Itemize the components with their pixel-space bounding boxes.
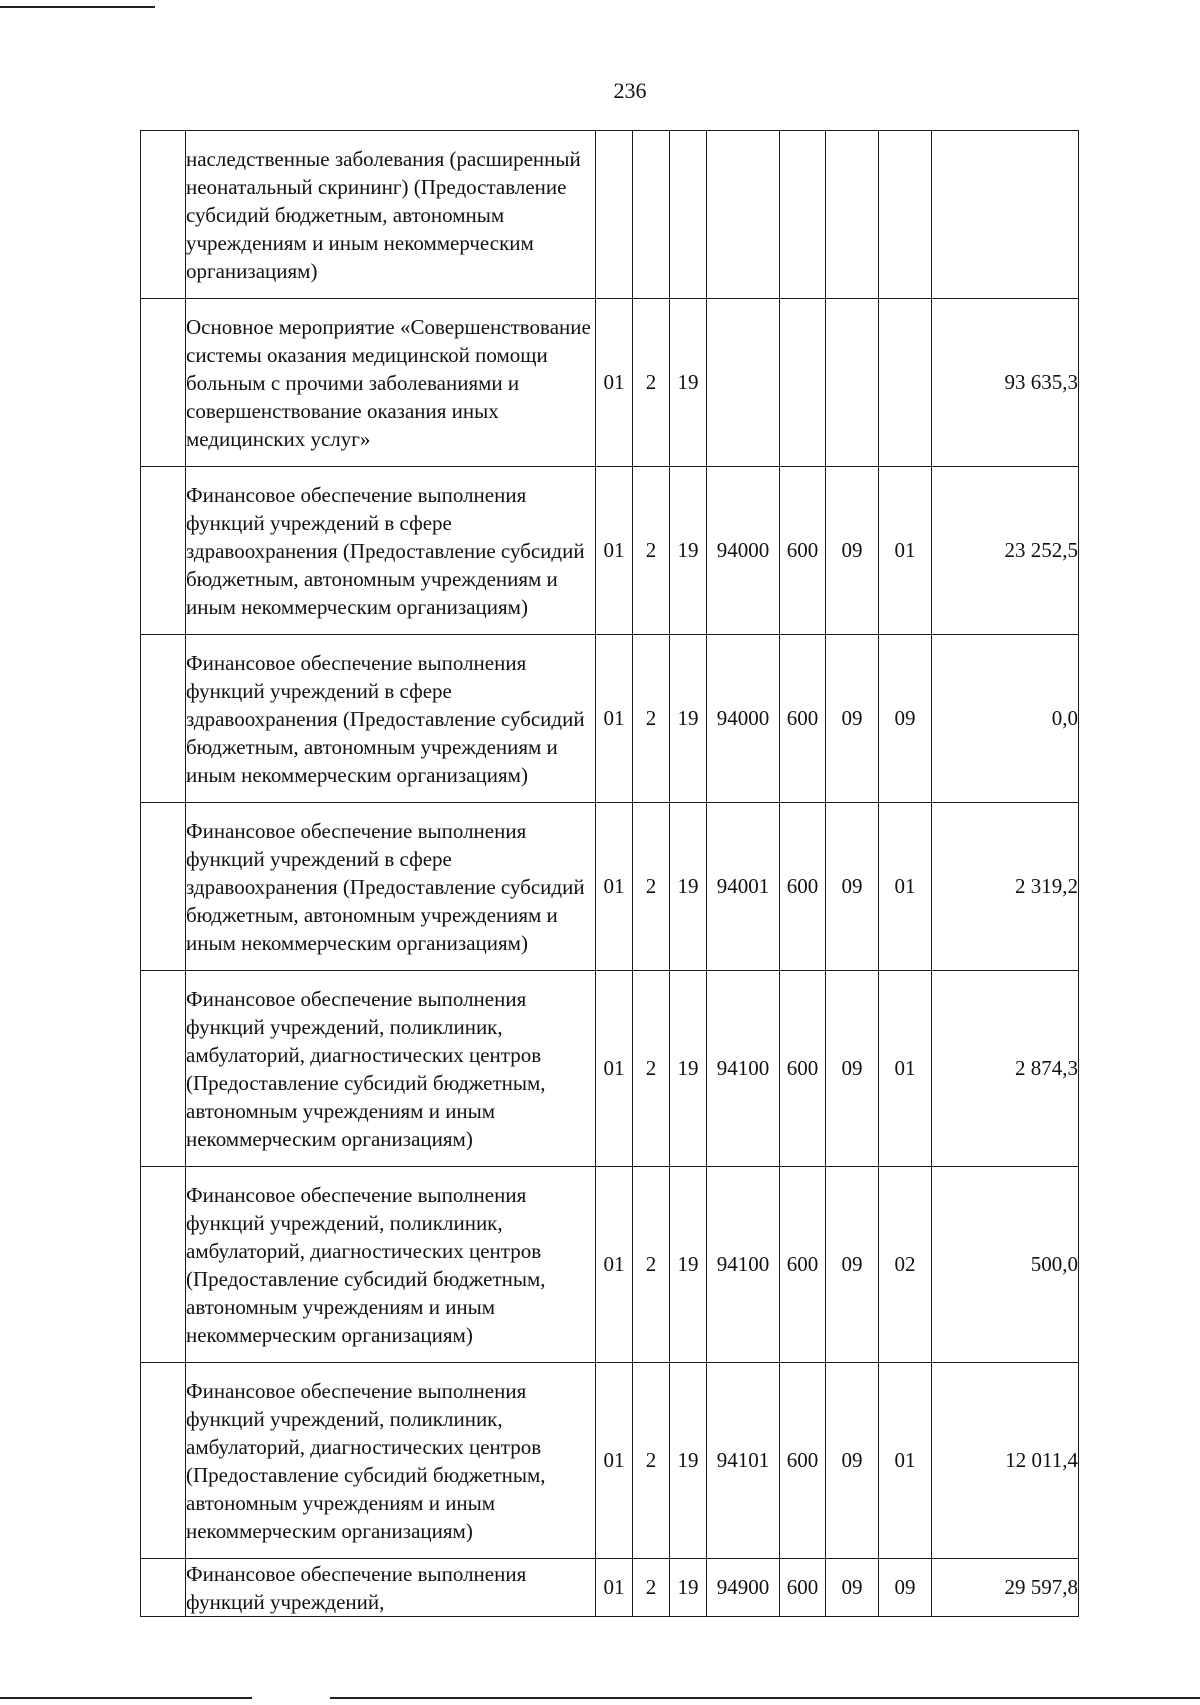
code-cell: 19 — [670, 1167, 707, 1363]
code-cell: 94900 — [707, 1559, 780, 1617]
code-cell: 09 — [879, 1559, 932, 1617]
scan-edge-bottom-right — [330, 1697, 1200, 1699]
table-row — [141, 1559, 1079, 1617]
row-blank-cell — [141, 1167, 186, 1363]
row-name: Финансовое обеспечение выполнения функций учреждений в сфере здравоохранения (Предоставление субсидий бюджетным, автономным учреждениям и иным некоммерческим организациям) — [186, 635, 596, 803]
row-name: наследственные заболевания (расширенный неонатальный скрининг) (Предоставление субсидий бюджетным, автономным учреждениям и иным некоммерческим организациям) — [186, 131, 596, 299]
code-cell: 600 — [780, 971, 826, 1167]
table-row — [141, 467, 1079, 635]
code-cell: 01 — [596, 299, 633, 467]
code-cell: 600 — [780, 467, 826, 635]
code-cell: 01 — [879, 971, 932, 1167]
table-row — [141, 299, 1079, 467]
code-cell: 19 — [670, 635, 707, 803]
code-cell: 600 — [780, 635, 826, 803]
code-cell: 09 — [826, 1167, 879, 1363]
code-cell: 2 — [633, 1167, 670, 1363]
table-row — [141, 1363, 1079, 1559]
code-cell: 2 — [633, 299, 670, 467]
code-cell — [670, 131, 707, 299]
code-cell: 01 — [879, 467, 932, 635]
code-cell — [596, 131, 633, 299]
code-cell: 09 — [879, 635, 932, 803]
row-blank-cell — [141, 467, 186, 635]
code-cell: 19 — [670, 1363, 707, 1559]
table-row — [141, 131, 1079, 299]
code-cell: 01 — [596, 467, 633, 635]
code-cell: 19 — [670, 1559, 707, 1617]
code-cell: 09 — [826, 635, 879, 803]
code-cell — [707, 299, 780, 467]
code-cell: 02 — [879, 1167, 932, 1363]
code-cell — [780, 131, 826, 299]
amount-cell: 93 635,3 — [932, 299, 1079, 467]
code-cell: 01 — [879, 1363, 932, 1559]
code-cell: 600 — [780, 803, 826, 971]
code-cell: 2 — [633, 467, 670, 635]
code-cell: 09 — [826, 467, 879, 635]
code-cell: 09 — [826, 803, 879, 971]
code-cell — [780, 299, 826, 467]
scan-edge-top — [0, 6, 155, 8]
page-number: 236 — [613, 78, 647, 103]
amount-cell: 12 011,4 — [932, 1363, 1079, 1559]
row-blank-cell — [141, 803, 186, 971]
scan-edge-bottom-left — [0, 1697, 252, 1699]
amount-cell: 500,0 — [932, 1167, 1079, 1363]
row-blank-cell — [141, 635, 186, 803]
code-cell — [879, 131, 932, 299]
code-cell: 09 — [826, 1363, 879, 1559]
code-cell: 09 — [826, 971, 879, 1167]
row-name: Основное мероприятие «Совершенствование системы оказания медицинской помощи больным с прочими заболеваниями и совершенствование оказания иных медицинских услуг» — [186, 299, 596, 467]
code-cell: 2 — [633, 971, 670, 1167]
row-name: Финансовое обеспечение выполнения функций учреждений в сфере здравоохранения (Предоставление субсидий бюджетным, автономным учреждениям и иным некоммерческим организациям) — [186, 467, 596, 635]
row-blank-cell — [141, 1363, 186, 1559]
row-blank-cell — [141, 1559, 186, 1617]
code-cell: 600 — [780, 1559, 826, 1617]
table-row — [141, 971, 1079, 1167]
code-cell: 19 — [670, 971, 707, 1167]
code-cell: 2 — [633, 803, 670, 971]
table-row — [141, 635, 1079, 803]
row-blank-cell — [141, 299, 186, 467]
row-name: Финансовое обеспечение выполнения функций учреждений, поликлиник, амбулаторий, диагностических центров (Предоставление субсидий бюджетным, автономным учреждениям и иным некоммерческим организациям) — [186, 1363, 596, 1559]
code-cell — [826, 131, 879, 299]
code-cell: 94100 — [707, 1167, 780, 1363]
code-cell: 19 — [670, 467, 707, 635]
code-cell: 19 — [670, 803, 707, 971]
row-name: Финансовое обеспечение выполнения функций учреждений, поликлиник, амбулаторий, диагностических центров (Предоставление субсидий бюджетным, автономным учреждениям и иным некоммерческим организациям) — [186, 1167, 596, 1363]
code-cell: 2 — [633, 1363, 670, 1559]
code-cell: 600 — [780, 1167, 826, 1363]
table-row — [141, 1167, 1079, 1363]
code-cell — [879, 299, 932, 467]
code-cell: 94001 — [707, 803, 780, 971]
row-blank-cell — [141, 971, 186, 1167]
code-cell: 01 — [596, 803, 633, 971]
amount-cell — [932, 131, 1079, 299]
code-cell: 94101 — [707, 1363, 780, 1559]
code-cell: 2 — [633, 635, 670, 803]
code-cell: 2 — [633, 1559, 670, 1617]
amount-cell: 23 252,5 — [932, 467, 1079, 635]
code-cell — [707, 131, 780, 299]
code-cell: 01 — [596, 1559, 633, 1617]
code-cell: 01 — [596, 1363, 633, 1559]
code-cell: 94100 — [707, 971, 780, 1167]
code-cell — [826, 299, 879, 467]
amount-cell: 2 874,3 — [932, 971, 1079, 1167]
table-row — [141, 803, 1079, 971]
amount-cell: 0,0 — [932, 635, 1079, 803]
row-name: Финансовое обеспечение выполнения функций учреждений в сфере здравоохранения (Предоставление субсидий бюджетным, автономным учреждениям и иным некоммерческим организациям) — [186, 803, 596, 971]
row-blank-cell — [141, 131, 186, 299]
code-cell — [633, 131, 670, 299]
code-cell: 94000 — [707, 635, 780, 803]
code-cell: 19 — [670, 299, 707, 467]
amount-cell: 29 597,8 — [932, 1559, 1079, 1617]
budget-table — [140, 130, 1079, 1617]
amount-cell: 2 319,2 — [932, 803, 1079, 971]
code-cell: 09 — [826, 1559, 879, 1617]
code-cell: 94000 — [707, 467, 780, 635]
code-cell: 600 — [780, 1363, 826, 1559]
code-cell: 01 — [596, 635, 633, 803]
row-name: Финансовое обеспечение выполнения функций учреждений, — [186, 1559, 596, 1617]
code-cell: 01 — [596, 1167, 633, 1363]
code-cell: 01 — [596, 971, 633, 1167]
row-name: Финансовое обеспечение выполнения функций учреждений, поликлиник, амбулаторий, диагностических центров (Предоставление субсидий бюджетным, автономным учреждениям и иным некоммерческим организациям) — [186, 971, 596, 1167]
code-cell: 01 — [879, 803, 932, 971]
